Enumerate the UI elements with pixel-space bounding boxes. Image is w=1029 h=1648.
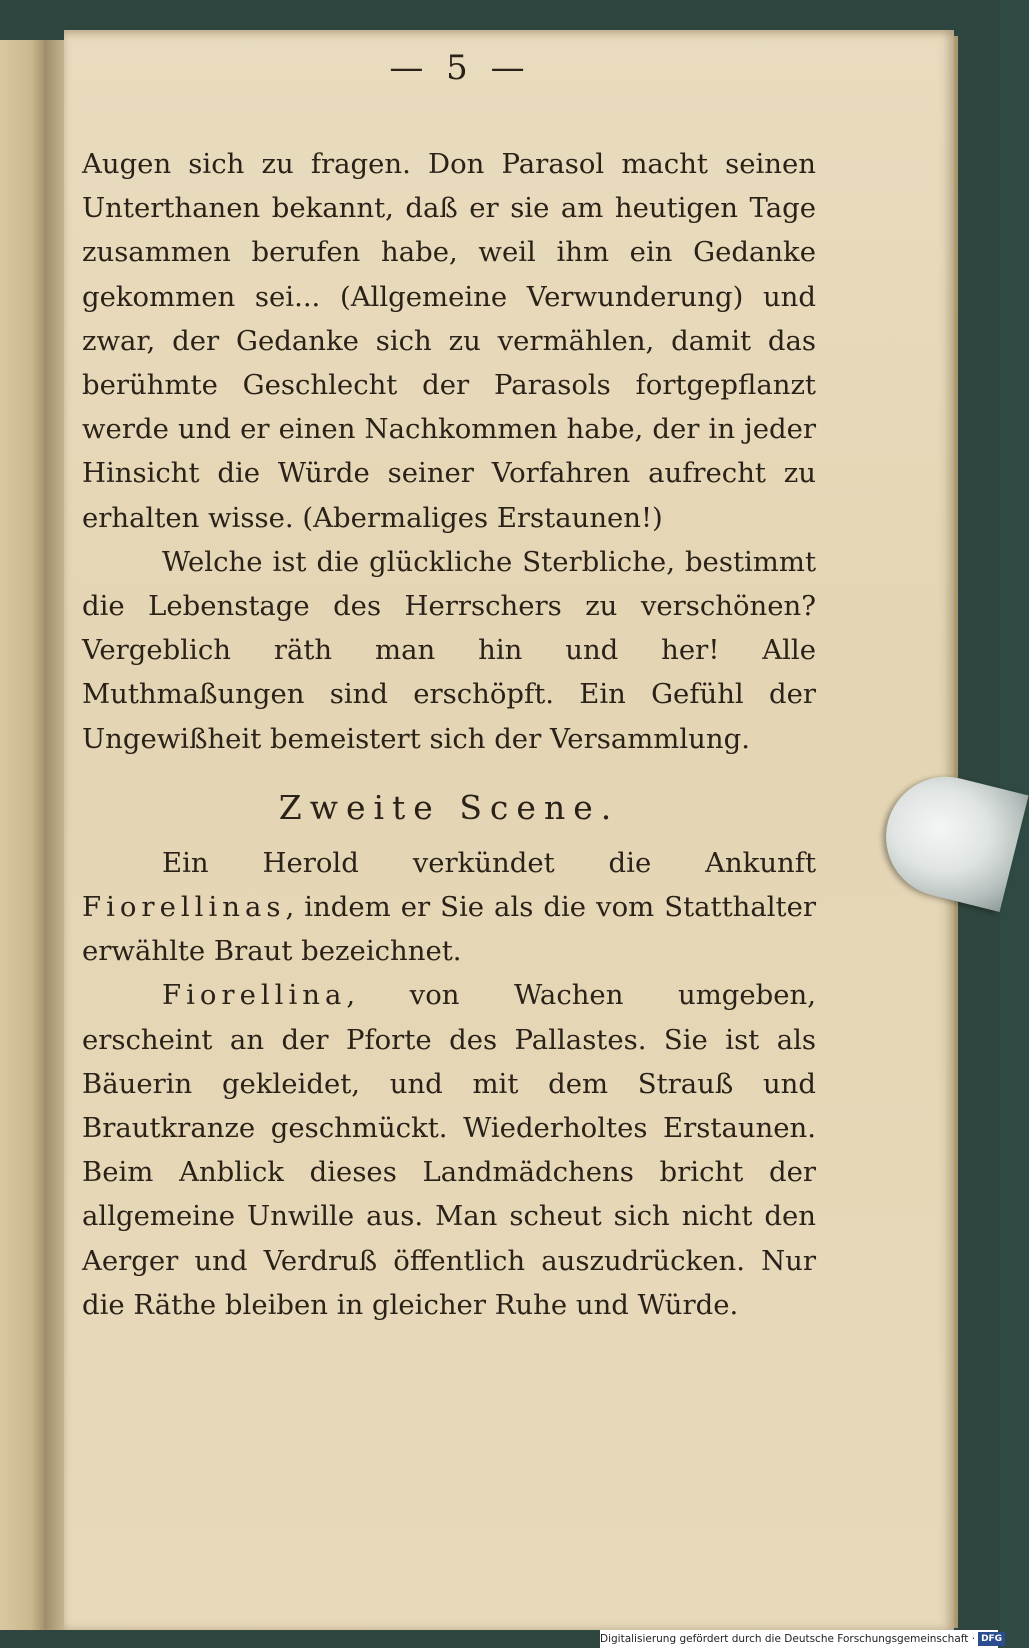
scene-paragraph-2-after: , von Wachen umgeben, erscheint an der Pforte des Pallastes. Sie ist als Bäuerin gekleidet, und mit dem Strauß und Brautkranze geschmückt. Wiederholtes Erstaunen. Beim Anblick dieses Landmädchens bricht der allgemeine Unwille aus. Man scheut sich nicht den Aerger und Verdruß öffentlich auszudrücken. Nur die Räthe bleiben in gleicher Ruhe und Würde. <box>82 979 816 1321</box>
paragraph-1: Augen sich zu fragen. Don Parasol macht seinen Unterthanen bekannt, daß er sie am heutigen Tage zusammen berufen habe, weil ihm ein Gedanke gekommen sei... (Allgemeine Verwunderung) und zwar, der Gedanke sich zu vermählen, damit das berühmte Geschlecht der Parasols fortgepflanzt werde und er einen Nachkommen habe, der in jeder Hinsicht die Würde seiner Vorfahren aufrecht zu erhalten wisse. (Abermaliges Erstaunen!) <box>82 148 816 534</box>
scene-paragraph-1 <box>82 841 816 974</box>
scene-paragraph-2-name: Fiorellina <box>162 979 347 1012</box>
page-number: — 5 — <box>389 48 531 88</box>
left-page-edge <box>0 40 46 1630</box>
footer-text: Digitalisierung gefördert durch die Deutsche Forschungsgemeinschaft · <box>600 1633 976 1645</box>
scene-heading: Zweite Scene. <box>278 787 620 827</box>
scene-paragraph-2 <box>82 973 816 1327</box>
digitization-footer <box>600 1630 1003 1648</box>
scene-paragraph-1-name: Fiorellinas <box>82 891 286 924</box>
paragraph-2: Welche ist die glückliche Sterbliche, bestimmt die Lebenstage des Herrschers zu verschönen? Vergeblich räth man hin und her! Alle Muthmaßungen sind erschöpft. Ein Gefühl der Ungewißheit bemeistert sich der Versammlung. <box>82 545 816 755</box>
dfg-logo-badge: DFG <box>978 1632 1005 1646</box>
page-text <box>82 142 816 1327</box>
book-gutter <box>44 40 66 1630</box>
scene-paragraph-1-after: , indem er Sie als die vom Statthalter erwählte Braut bezeichnet. <box>82 891 816 968</box>
scene-paragraph-1-before: Ein Herold verkündet die Ankunft <box>162 846 816 879</box>
